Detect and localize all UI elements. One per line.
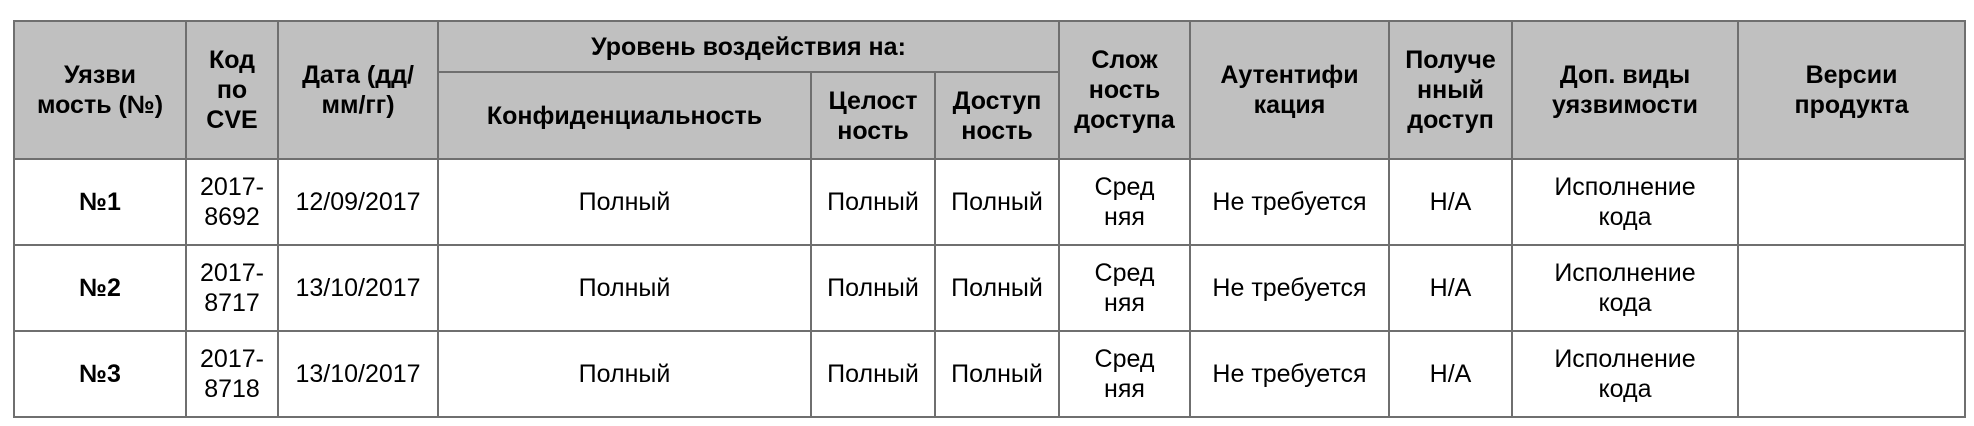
cell-complexity: Сред няя <box>1059 331 1190 417</box>
cell-obtained-access: Н/А <box>1389 331 1512 417</box>
cell-cve: 2017- 8692 <box>186 159 278 245</box>
header-impact-group: Уровень воздействия на: <box>438 21 1059 72</box>
header-availability: Доступ ность <box>935 72 1059 159</box>
header-extra-types: Доп. виды уязвимости <box>1512 21 1738 159</box>
header-complexity: Слож ность доступа <box>1059 21 1190 159</box>
table-header <box>14 21 1965 159</box>
cell-availability: Полный <box>935 331 1059 417</box>
cell-date: 13/10/2017 <box>278 245 438 331</box>
cell-cve: 2017- 8718 <box>186 331 278 417</box>
cell-integrity: Полный <box>811 331 935 417</box>
cell-authentication: Не требуется <box>1190 331 1389 417</box>
cell-cve: 2017- 8717 <box>186 245 278 331</box>
cell-availability: Полный <box>935 245 1059 331</box>
header-row <box>14 21 1965 72</box>
cell-confidentiality: Полный <box>438 245 811 331</box>
header-vuln: Уязви мость (№) <box>14 21 186 159</box>
table-row <box>14 245 1965 331</box>
cell-versions <box>1738 245 1965 331</box>
header-date: Дата (дд/ мм/гг) <box>278 21 438 159</box>
cell-date: 13/10/2017 <box>278 331 438 417</box>
table-body <box>14 159 1965 417</box>
cell-confidentiality: Полный <box>438 159 811 245</box>
cell-obtained-access: Н/А <box>1389 245 1512 331</box>
cell-versions <box>1738 331 1965 417</box>
cell-obtained-access: Н/А <box>1389 159 1512 245</box>
header-authentication: Аутентифи кация <box>1190 21 1389 159</box>
cell-vuln-id: №3 <box>14 331 186 417</box>
cell-complexity: Сред няя <box>1059 159 1190 245</box>
cell-confidentiality: Полный <box>438 331 811 417</box>
cell-vuln-id: №2 <box>14 245 186 331</box>
cell-date: 12/09/2017 <box>278 159 438 245</box>
header-versions: Версии продукта <box>1738 21 1965 159</box>
header-confidentiality: Конфиденциальность <box>438 72 811 159</box>
cell-complexity: Сред няя <box>1059 245 1190 331</box>
vulnerability-table <box>13 20 1966 418</box>
cell-authentication: Не требуется <box>1190 245 1389 331</box>
header-obtained-access: Получе нный доступ <box>1389 21 1512 159</box>
cell-extra-types: Исполнение кода <box>1512 331 1738 417</box>
cell-integrity: Полный <box>811 159 935 245</box>
table-row <box>14 331 1965 417</box>
cell-vuln-id: №1 <box>14 159 186 245</box>
table-row <box>14 159 1965 245</box>
cell-integrity: Полный <box>811 245 935 331</box>
cell-authentication: Не требуется <box>1190 159 1389 245</box>
header-cve: Код по CVE <box>186 21 278 159</box>
cell-extra-types: Исполнение кода <box>1512 245 1738 331</box>
cell-versions <box>1738 159 1965 245</box>
cell-extra-types: Исполнение кода <box>1512 159 1738 245</box>
cell-availability: Полный <box>935 159 1059 245</box>
header-integrity: Целост ность <box>811 72 935 159</box>
